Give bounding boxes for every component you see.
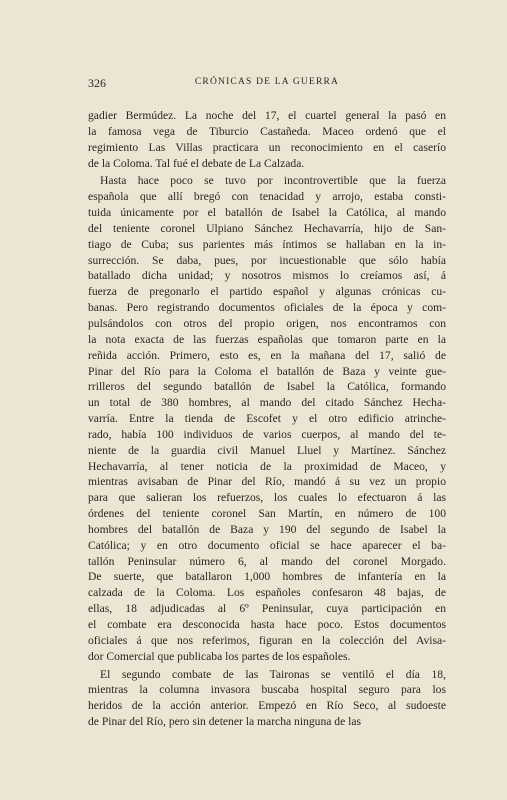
text-line: oficiales á que nos referimos, figuran en la colección del Avisa- xyxy=(88,633,446,647)
text-line: regimiento Las Villas practicara un reconocimiento en el caserío xyxy=(88,140,446,154)
text-line: española que allí bregó con tenacidad y arrojo, estaba consti- xyxy=(88,190,446,204)
text-line: la famosa vega de Tiburcio Castañeda. Maceo ordenó que el xyxy=(88,124,446,138)
paragraph xyxy=(88,108,446,171)
text-line: para que salieran los refuerzos, los cuales lo efectuaron á las xyxy=(88,491,446,505)
text-line: de Pinar del Río, pero sin detener la marcha ninguna de las xyxy=(88,715,362,729)
text-line: pulsándolos con otros del propio origen, nos encontramos con xyxy=(88,316,446,330)
paragraph xyxy=(88,173,446,664)
text-line: heridos de la acción anterior. Empezó en Río Seco, al sudoeste xyxy=(88,699,446,713)
text-line: Hechavarría, al tener noticia de la proximidad de Maceo, y xyxy=(88,459,446,473)
text-line: rado, había 100 individuos de varios cuerpos, al mando del te- xyxy=(88,427,446,441)
text-line: varría. Entre la tienda de Escofet y el otro edificio atrinche- xyxy=(88,412,446,426)
text-line: Pinar del Río para la Coloma el batallón de Baza y veinte gue- xyxy=(88,364,446,378)
text-line: fuerza de pregonarlo el partido español y algunas crónicas cu- xyxy=(88,285,446,299)
page-header xyxy=(88,76,446,92)
text-line: mientras avisaban de Pinar del Río, mandó á su vez un propio xyxy=(88,475,446,489)
text-line: De suerte, que batallaron 1,000 hombres de infantería en la xyxy=(88,570,446,584)
text-line: el combate era desconocida hasta hace poco. Estos documentos xyxy=(88,618,446,631)
text-line: tallón Peninsular número 6, al mando del coronel Morgado. xyxy=(88,554,446,568)
text-line: gadier Bermúdez. La noche del 17, el cuartel general la pasó en xyxy=(88,109,446,122)
text-line: un total de 380 hombres, al mando del citado Sánchez Hecha- xyxy=(88,396,446,410)
text-line: de la Coloma. Tal fué el debate de La Calzada. xyxy=(88,156,305,170)
text-line: batallado dicha unidad; y nosotros mismos lo creíamos así, á xyxy=(88,269,446,283)
text-line: banas. Pero registrando documentos oficiales de la época y com- xyxy=(88,301,446,315)
text-line: surrección. Se daba, pues, por incuestionable que sólo había xyxy=(88,253,446,267)
text-line: ellas, 18 adjudicadas al 6º Peninsular, cuya participación en xyxy=(88,602,446,616)
text-line: tiago de Cuba; sus parientes más íntimos se hallaban en la in- xyxy=(88,237,446,251)
text-line: mientras la columna invasora buscaba hospital seguro para los xyxy=(88,683,446,697)
text-line: dor Comercial que publicaba los partes de los españoles. xyxy=(88,649,351,663)
paragraph xyxy=(88,667,446,730)
text-line: Hasta hace poco se tuvo por incontrovertible que la fuerza xyxy=(100,174,446,188)
text-line: niente de la guardia civil Manuel Lluel y Martínez. Sánchez xyxy=(88,443,446,457)
text-line: la nota exacta de las fuerzas españolas que tomaron parte en la xyxy=(88,332,446,346)
body-text xyxy=(88,108,446,730)
text-line: rrilleros del segundo batallón de Isabel la Católica, formando xyxy=(88,380,446,394)
text-line: reñida acción. Primero, esto es, en la mañana del 17, salió de xyxy=(88,348,446,362)
text-line: órdenes del teniente coronel San Martín, en número de 100 xyxy=(88,507,446,521)
text-line: Católica; y en otro documento oficial se hace aparecer el ba- xyxy=(88,538,446,552)
page-number: 326 xyxy=(88,76,106,90)
text-line: hombres del batallón de Baza y 190 del segundo de Isabel la xyxy=(88,522,446,536)
running-title: CRÓNICAS DE LA GUERRA xyxy=(194,77,340,87)
text-line: del teniente coronel Ulpiano Sánchez Hechavarría, hijo de San- xyxy=(88,221,446,235)
text-line: El segundo combate de las Taironas se ventiló el día 18, xyxy=(100,667,446,681)
text-line: calzada de la Coloma. Los españoles confesaron 48 bajas, de xyxy=(88,586,446,600)
text-line: tuida únicamente por el batallón de Isabel la Católica, al mando xyxy=(88,206,446,220)
